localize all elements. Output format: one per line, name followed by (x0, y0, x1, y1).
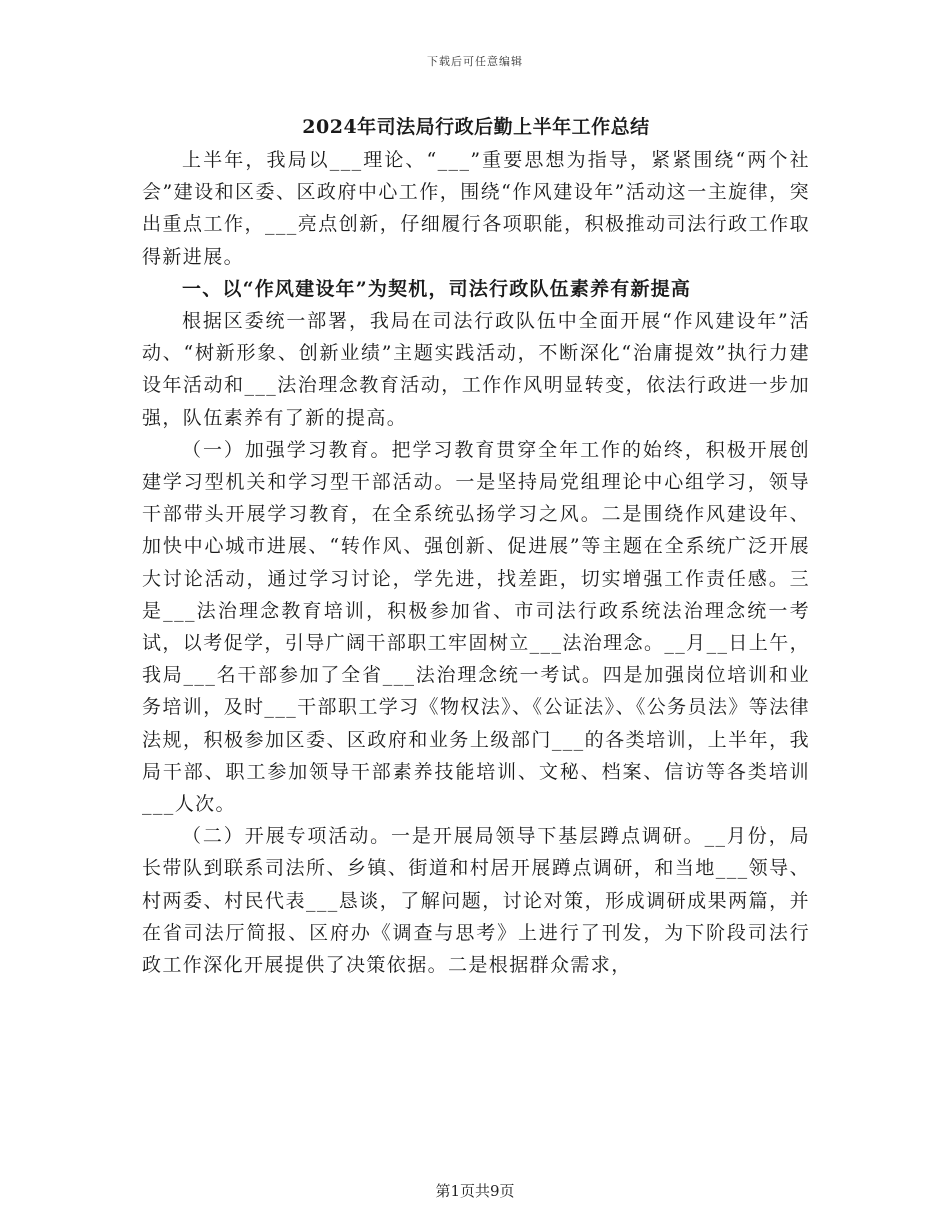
paragraph-section-1: 根据区委统一部署，我局在司法行政队伍中全面开展“作风建设年”活动、“树新形象、创新业绩”主题实践活动，不断深化“治庸提效”执行力建设年活动和___法治理念教育活动，工作作风明显转变，依法行政进一步加强，队伍素养有了新的提高。 (142, 310, 810, 429)
header-note: 下载后可任意编辑 (427, 55, 523, 68)
paragraph-intro: 上半年，我局以___理论、“___”重要思想为指导，紧紧围绕“两个社会”建设和区委、区政府中心工作，围绕“作风建设年”活动这一主旋律，突出重点工作，___亮点创新，仔细履行各项职能，积极推动司法行政工作取得新进展。 (142, 149, 810, 268)
document-body (142, 110, 810, 981)
page-footer: 第1页共9页 (435, 1182, 515, 1200)
paragraph-study-education: （一）加强学习教育。把学习教育贯穿全年工作的始终，积极开展创建学习型机关和学习型干部活动。一是坚持局党组理论中心组学习，领导干部带头开展学习教育，在全系统弘扬学习之风。二是围绕作风建设年、加快中心城市进展、“转作风、强创新、促进展”等主题在全系统广泛开展大讨论活动，通过学习讨论，学先进，找差距，切实增强工作责任感。三是___法治理念教育培训，积极参加省、市司法行政系统法治理念统一考试，以考促学，引导广阔干部职工牢固树立___法治理念。__月__日上午，我局___名干部参加了全省___法治理念统一考试。四是加强岗位培训和业务培训，及时___干部职工学习《物权法》、《公证法》、《公务员法》等法律法规，积极参加区委、区政府和业务上级部门___的各类培训，上半年，我局干部、职工参加领导干部素养技能培训、文秘、档案、信访等各类培训___人次。 (142, 438, 810, 816)
section-heading-1: 一、以“作风建设年”为契机，司法行政队伍素养有新提高 (182, 277, 692, 300)
paragraph-special-activities: （二）开展专项活动。一是开展局领导下基层蹲点调研。__月份，局长带队到联系司法所、乡镇、街道和村居开展蹲点调研，和当地___领导、村两委、村民代表___恳谈，了解问题，讨论对策，形成调研成果两篇，并在省司法厅简报、区府办《调查与思考》上进行了刊发，为下阶段司法行政工作深化开展提供了决策依据。二是根据群众需求， (142, 825, 810, 977)
document-title: 2024年司法局行政后勤上半年工作总结 (302, 116, 650, 138)
